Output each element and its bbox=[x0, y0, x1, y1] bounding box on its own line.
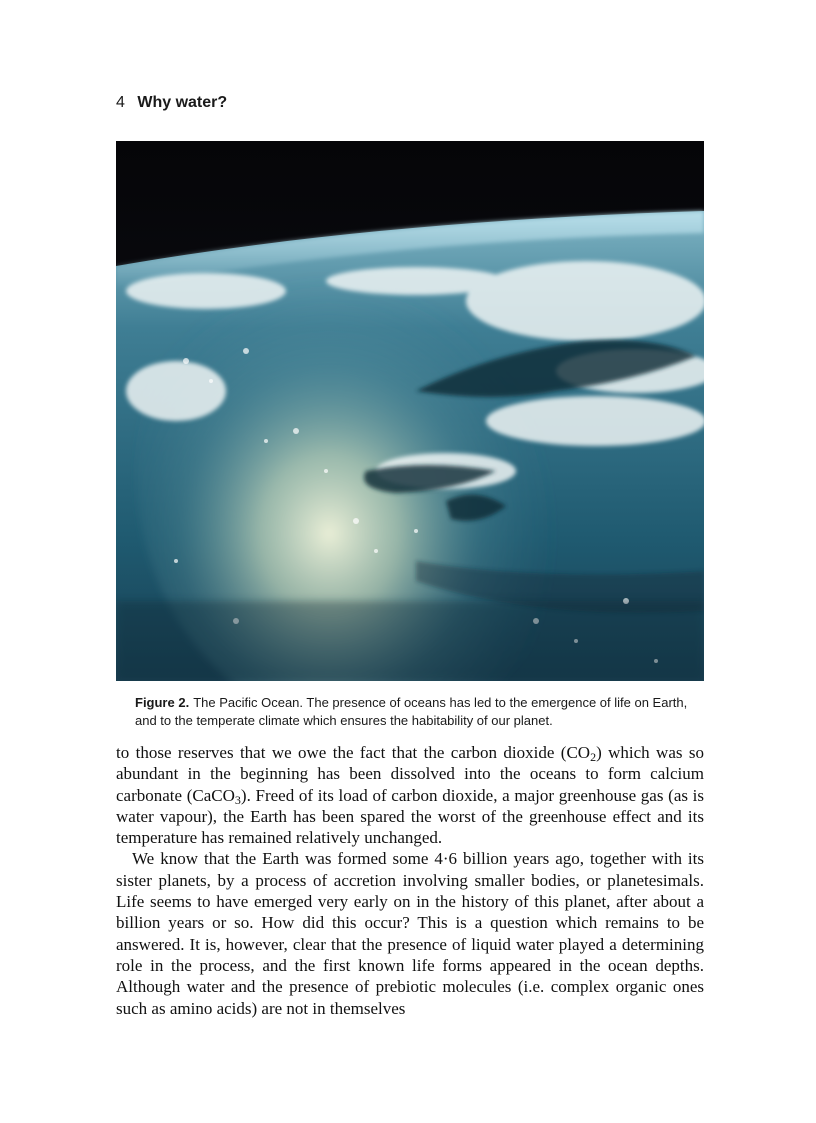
co2-subscript: 2 bbox=[590, 750, 597, 764]
figure-label: Figure 2. bbox=[135, 695, 190, 710]
page-number: 4 bbox=[116, 94, 125, 111]
paragraph-1-part-c: ). Freed of its load of carbon dioxide, a major greenhouse gas (as is water vapour), the Earth has been spared the worst of the greenhouse effect and its temperature has remained relatively unchanged. bbox=[116, 785, 704, 848]
paragraph-1-part-a: to those reserves that we owe the fact that the carbon dioxide (CO bbox=[116, 743, 591, 762]
paragraph-2: We know that the Earth was formed some 4·6 billion years ago, together with its sister planets, by a process of accretion involving smaller bodies, or planetesimals. Life seems to have emerged very early on in the history of this planet, after about a billion years or so. How did this occur? This is a question which remains to be answered. It is, however, clear that the presence of liquid water played a determining role in the process, and the first known life forms appeared in the ocean depths. Although water and the presence of prebiotic molecules (i.e. complex organic ones such as amino acids) are not in themselves bbox=[116, 849, 704, 1018]
paragraph-1-part-b: ) which was so abundant in the beginning has been dissolved into the oceans to form calcium carbonate (CaCO bbox=[116, 743, 704, 805]
caco3-subscript: 3 bbox=[234, 792, 241, 807]
chapter-title: Why water? bbox=[137, 94, 228, 111]
figure-caption bbox=[135, 694, 695, 730]
running-head bbox=[116, 94, 227, 112]
pacific-ocean-photo bbox=[116, 141, 704, 681]
paragraph-1 bbox=[116, 742, 704, 848]
body-text bbox=[116, 742, 704, 1019]
figure-caption-text: The Pacific Ocean. The presence of oceans has led to the emergence of life on Earth, and to the temperate climate which ensures the habitability of our planet. bbox=[135, 695, 688, 728]
